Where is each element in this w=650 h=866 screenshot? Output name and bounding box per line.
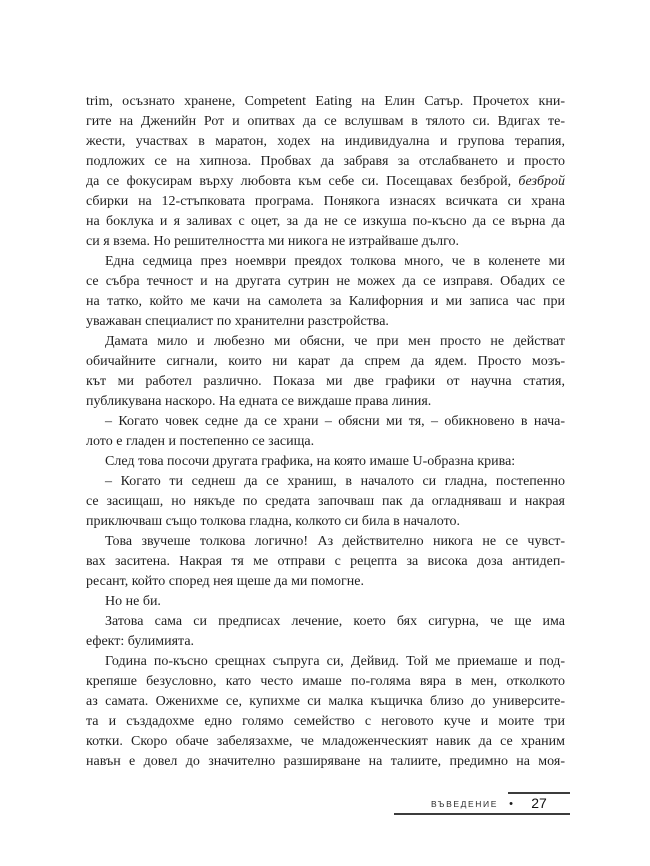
text-line xyxy=(86,452,565,472)
page-number-box xyxy=(508,792,570,811)
paragraph xyxy=(86,92,565,252)
text-line xyxy=(86,672,565,692)
text-segment: крепяше безусловно, като често имаше по-голяма вяра в мен, отколкото xyxy=(86,674,565,689)
text-segment: лото е гладен и постепенно се засища. xyxy=(86,434,315,449)
text-line xyxy=(86,552,565,572)
text-segment: се засищаш, но някъде по средата започваш пак да огладняваш и накрая xyxy=(86,494,565,509)
text-segment: Година по-късно срещнах съпруга си, Дейвид. Той ме приемаше и под- xyxy=(105,654,565,669)
text-segment: публикувана наскоро. На едната се виждаше права линия. xyxy=(86,394,432,409)
text-segment: – Когато човек седне да се храни – обясни ми тя, – обикновено в нача- xyxy=(105,414,565,429)
text-segment: се събра течност и на другата сутрин не можех да се изправя. Обадих се xyxy=(86,274,565,289)
text-segment: жести, участвах в маратон, ходех на индивидуална и групова терапия, xyxy=(86,134,565,149)
text-segment: trim, осъзнато хранене, Competent Eating на Елин Сатър. Прочетох кни- xyxy=(86,94,565,109)
text-line xyxy=(86,152,565,172)
text-segment: обичайните сигнали, които ни карат да спрем да ядем. Просто мозъ- xyxy=(86,354,565,369)
text-line xyxy=(86,172,565,192)
text-segment: Една седмица през ноември преядох толкова много, че в коленете ми xyxy=(105,254,565,269)
text-line xyxy=(86,472,565,492)
text-segment: аз самата. Оженихме се, купихме си малка къщичка близо до университе- xyxy=(86,694,565,709)
paragraph xyxy=(86,332,565,412)
text-line xyxy=(86,232,565,252)
text-line xyxy=(86,372,565,392)
text-segment: приключваш също толкова гладна, колкото си била в началото. xyxy=(86,514,461,529)
text-block xyxy=(86,92,565,772)
text-line xyxy=(86,732,565,752)
text-line xyxy=(86,652,565,672)
text-segment: на татко, който ме качи на самолета за Калифорния и ми записа час при xyxy=(86,294,565,309)
page-number: 27 xyxy=(531,795,547,811)
text-line xyxy=(86,292,565,312)
text-segment: ресант, който според нея щеше да ми помогне. xyxy=(86,574,364,589)
paragraph xyxy=(86,452,565,472)
text-line xyxy=(86,392,565,412)
footer-bullet: • xyxy=(509,798,513,810)
text-line xyxy=(86,612,565,632)
text-segment: кът ми работел различно. Показа ми две графики от научна статия, xyxy=(86,374,565,389)
paragraph xyxy=(86,612,565,652)
text-line xyxy=(86,632,565,652)
text-line xyxy=(86,532,565,552)
paragraph xyxy=(86,472,565,532)
text-segment: Но не би. xyxy=(105,594,161,609)
text-segment: гите на Дженийн Рот и опитвах да се вслушвам в тялото си. Вдигах те- xyxy=(86,114,565,129)
text-line xyxy=(86,492,565,512)
text-line xyxy=(86,252,565,272)
text-segment: Това звучеше толкова логично! Аз действително никога не се чувст- xyxy=(105,534,565,549)
emphasized-text: безброй xyxy=(518,174,565,189)
text-segment: Затова сама си предписах лечение, което бях сигурна, че ще има xyxy=(105,614,565,629)
text-line xyxy=(86,132,565,152)
text-line xyxy=(86,272,565,292)
text-segment: навън е довел до значително разширяване на талиите, предимно на моя- xyxy=(86,754,565,769)
text-line xyxy=(86,412,565,432)
text-line xyxy=(86,512,565,532)
text-segment: – Когато ти седнеш да се храниш, в началото си гладна, постепенно xyxy=(105,474,565,489)
text-segment: си я взема. Но решителността ми никога не изтрайваше дълго. xyxy=(86,234,460,249)
text-segment: та и създадохме едно голямо семейство с неговото куче и моите три xyxy=(86,714,565,729)
text-segment: ефект: булимията. xyxy=(86,634,195,649)
text-segment: подложих се на хипноза. Пробвах да забравя за отслабването и просто xyxy=(86,154,565,169)
paragraph xyxy=(86,532,565,592)
text-segment: уважаван специалист по хранителни разстройства. xyxy=(86,314,389,329)
text-line xyxy=(86,432,565,452)
text-line xyxy=(86,752,565,772)
text-segment: котки. Скоро обаче забелязахме, че младоженческият навик да се храним xyxy=(86,734,565,749)
text-line xyxy=(86,92,565,112)
text-segment: вах заситена. Накрая тя ме отправи с рецепта за висока доза антидеп- xyxy=(86,554,565,569)
text-segment: да се фокусирам върху любовта към себе си. Посещавах безброй, xyxy=(86,174,519,189)
text-line xyxy=(86,572,565,592)
text-line xyxy=(86,212,565,232)
text-line xyxy=(86,312,565,332)
text-line xyxy=(86,692,565,712)
text-line xyxy=(86,352,565,372)
paragraph xyxy=(86,592,565,612)
text-segment: Дамата мило и любезно ми обясни, че при мен просто не действат xyxy=(105,334,565,349)
text-segment: След това посочи другата графика, на която имаше U-образна крива: xyxy=(105,454,516,469)
section-label: ВЪВЕДЕНИЕ xyxy=(430,799,498,809)
text-segment: сбирки на 12-стъпковата програма. Понякога изнасях всичката си храна xyxy=(86,194,565,209)
paragraph xyxy=(86,412,565,452)
text-line xyxy=(86,712,565,732)
text-line xyxy=(86,592,565,612)
page-footer xyxy=(394,792,570,815)
text-line xyxy=(86,332,565,352)
paragraph xyxy=(86,652,565,772)
text-segment: на боклука и я заливах с оцет, за да не се изкуша по-късно да се върна да xyxy=(86,214,565,229)
paragraph xyxy=(86,252,565,332)
text-line xyxy=(86,192,565,212)
text-line xyxy=(86,112,565,132)
